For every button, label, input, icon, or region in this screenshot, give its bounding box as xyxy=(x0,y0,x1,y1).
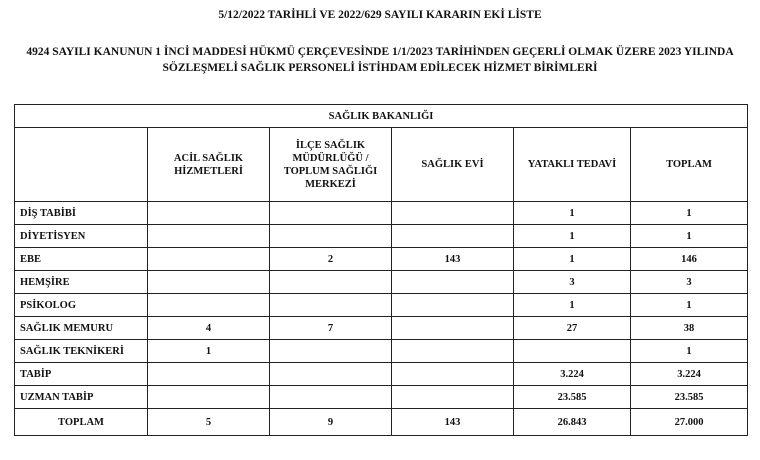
cell-toplam: 146 xyxy=(631,248,748,271)
cell-ilce: 2 xyxy=(270,248,392,271)
staff-table xyxy=(14,104,748,436)
cell-saglik-evi xyxy=(392,271,514,294)
cell-saglik-evi xyxy=(392,294,514,317)
cell-acil xyxy=(148,202,270,225)
cell-toplam: 1 xyxy=(631,294,748,317)
cell-acil: 1 xyxy=(148,340,270,363)
cell-acil xyxy=(148,271,270,294)
cell-ilce: 7 xyxy=(270,317,392,340)
table-row xyxy=(15,271,748,294)
cell-ilce xyxy=(270,363,392,386)
table-row xyxy=(15,363,748,386)
row-name: PSİKOLOG xyxy=(15,294,148,317)
cell-toplam: 1 xyxy=(631,340,748,363)
column-header-toplam: TOPLAM xyxy=(631,128,748,202)
cell-saglik-evi: 143 xyxy=(392,248,514,271)
table-row xyxy=(15,225,748,248)
cell-acil xyxy=(148,225,270,248)
cell-yatakli: 1 xyxy=(514,248,631,271)
cell-toplam: 38 xyxy=(631,317,748,340)
row-name: SAĞLIK TEKNİKERİ xyxy=(15,340,148,363)
cell-saglik-evi xyxy=(392,340,514,363)
header-row xyxy=(15,128,748,202)
cell-saglik-evi xyxy=(392,225,514,248)
total-yatakli: 26.843 xyxy=(514,409,631,436)
column-header-yatakli: YATAKLI TEDAVİ xyxy=(514,128,631,202)
table-row xyxy=(15,294,748,317)
total-toplam: 27.000 xyxy=(631,409,748,436)
total-label: TOPLAM xyxy=(15,409,148,436)
total-acil: 5 xyxy=(148,409,270,436)
column-header-saglik-evi: SAĞLIK EVİ xyxy=(392,128,514,202)
cell-acil: 4 xyxy=(148,317,270,340)
table-row xyxy=(15,202,748,225)
total-ilce: 9 xyxy=(270,409,392,436)
table-body xyxy=(15,202,748,409)
cell-toplam: 1 xyxy=(631,225,748,248)
cell-ilce xyxy=(270,340,392,363)
row-name: DİYETİSYEN xyxy=(15,225,148,248)
row-name: DİŞ TABİBİ xyxy=(15,202,148,225)
cell-ilce xyxy=(270,225,392,248)
table-row xyxy=(15,386,748,409)
document-title-line-1: 4924 SAYILI KANUNUN 1 İNCİ MADDESİ HÜKMÜ ÇERÇEVESİNDE 1/1/2023 TARİHİNDEN GEÇERLİ OLMAK ÜZERE 2023 YILINDA xyxy=(26,46,734,58)
row-name: UZMAN TABİP xyxy=(15,386,148,409)
document-title xyxy=(0,44,760,76)
cell-yatakli xyxy=(514,340,631,363)
cell-saglik-evi xyxy=(392,363,514,386)
cell-yatakli: 3.224 xyxy=(514,363,631,386)
ministry-row xyxy=(15,105,748,128)
cell-saglik-evi xyxy=(392,386,514,409)
document-heading: 5/12/2022 TARİHLİ VE 2022/629 SAYILI KARARIN EKİ LİSTE xyxy=(218,9,542,21)
cell-saglik-evi xyxy=(392,317,514,340)
cell-saglik-evi xyxy=(392,202,514,225)
cell-yatakli: 1 xyxy=(514,294,631,317)
cell-toplam: 1 xyxy=(631,202,748,225)
cell-acil xyxy=(148,363,270,386)
row-name: TABİP xyxy=(15,363,148,386)
row-name: EBE xyxy=(15,248,148,271)
total-saglik-evi: 143 xyxy=(392,409,514,436)
cell-ilce xyxy=(270,386,392,409)
cell-toplam: 3 xyxy=(631,271,748,294)
column-header-title xyxy=(15,128,148,202)
total-row xyxy=(15,409,748,436)
column-header-ilce: İLÇE SAĞLIK MÜDÜRLÜĞÜ / TOPLUM SAĞLIĞI MERKEZİ xyxy=(270,128,392,202)
table-row xyxy=(15,317,748,340)
cell-acil xyxy=(148,386,270,409)
cell-ilce xyxy=(270,271,392,294)
cell-toplam: 23.585 xyxy=(631,386,748,409)
cell-yatakli: 23.585 xyxy=(514,386,631,409)
cell-yatakli: 1 xyxy=(514,225,631,248)
cell-acil xyxy=(148,248,270,271)
cell-yatakli: 27 xyxy=(514,317,631,340)
cell-ilce xyxy=(270,294,392,317)
cell-yatakli: 1 xyxy=(514,202,631,225)
table-row xyxy=(15,340,748,363)
table-row xyxy=(15,248,748,271)
ministry-name: SAĞLIK BAKANLIĞI xyxy=(15,105,748,128)
column-header-acil: ACİL SAĞLIK HİZMETLERİ xyxy=(148,128,270,202)
cell-yatakli: 3 xyxy=(514,271,631,294)
cell-ilce xyxy=(270,202,392,225)
document-title-line-2: SÖZLEŞMELİ SAĞLIK PERSONELİ İSTİHDAM EDİLECEK HİZMET BİRİMLERİ xyxy=(162,62,598,74)
row-name: SAĞLIK MEMURU xyxy=(15,317,148,340)
cell-acil xyxy=(148,294,270,317)
row-name: HEMŞİRE xyxy=(15,271,148,294)
cell-toplam: 3.224 xyxy=(631,363,748,386)
